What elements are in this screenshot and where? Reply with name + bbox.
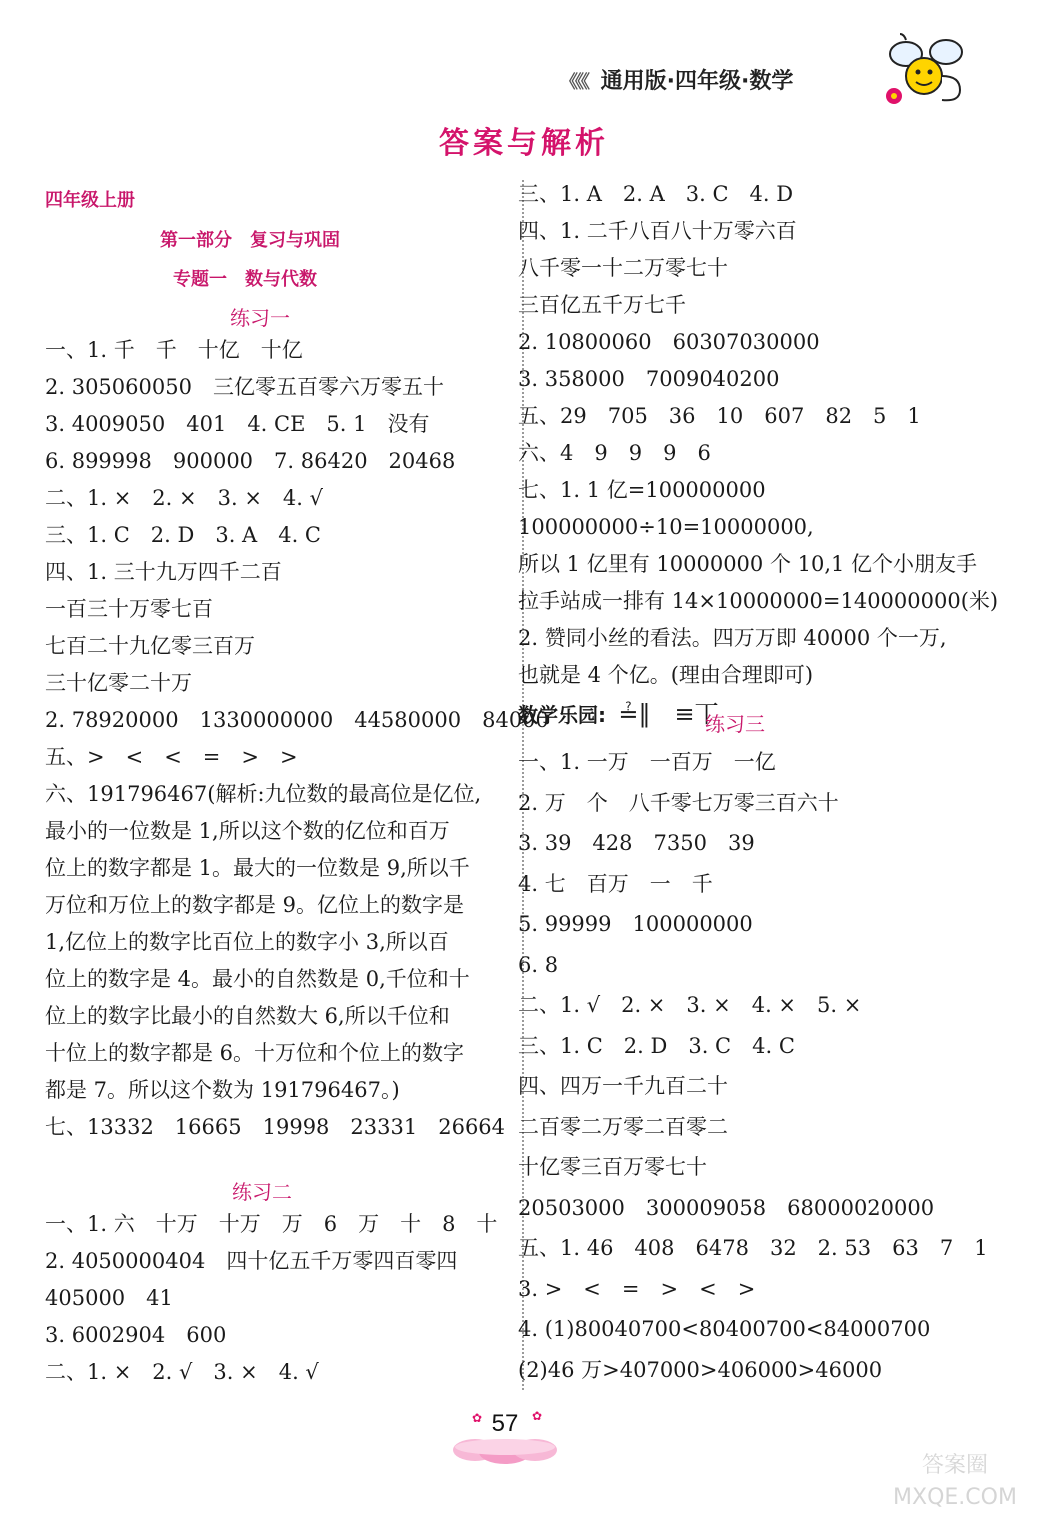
exercise-2-continued	[518, 176, 1048, 694]
answer-line: 四、1. 二千八百八十万零六百	[518, 219, 797, 243]
answer-line: 6. 8	[518, 952, 559, 977]
math-fun-row	[518, 694, 719, 729]
page-number: 57	[491, 1410, 519, 1437]
exercise-3-answers	[518, 742, 988, 1390]
answer-line: 二、1. × 2. × 3. × 4. √	[45, 486, 324, 510]
answer-line: 万位和万位上的数字都是 9。亿位上的数字是	[45, 893, 465, 917]
answer-line: 2. 万 个 八千零七万零三百六十	[518, 790, 839, 815]
watermark-text: 答案圈 MXQE.COM	[893, 1453, 1017, 1510]
answer-line: 位上的数字都是 1。最大的一位数是 9,所以千	[45, 856, 470, 880]
answer-line: 3. > < = > < >	[518, 1276, 756, 1301]
answer-line: 拉手站成一排有 14×10000000=140000000(米)	[518, 589, 999, 613]
exercise-3-title: 练习三	[705, 712, 765, 736]
answer-line: (2)46 万>407000>406000>46000	[518, 1357, 883, 1382]
watermark	[870, 1430, 1040, 1530]
answer-line: 五、1. 46 408 6478 32 2. 53 63 7 1	[518, 1236, 988, 1260]
svg-text:✿: ✿	[532, 1409, 543, 1423]
answer-line: 二、1. × 2. √ 3. × 4. √	[45, 1360, 319, 1384]
answer-line: 3. 6002904 600	[45, 1323, 227, 1347]
topic-heading: 专题一 数与代数	[173, 269, 317, 290]
svg-text:✿: ✿	[472, 1411, 483, 1425]
exercise-1-title: 练习一	[230, 306, 290, 330]
answer-line: 四、1. 三十九万四千二百	[45, 560, 282, 584]
answer-line: 6. 899998 900000 7. 86420 20468	[45, 449, 456, 473]
answer-line: 位上的数字比最小的自然数大 6,所以千位和	[45, 1004, 450, 1028]
answer-line: 3. 4009050 401 4. CE 5. 1 没有	[45, 412, 430, 436]
answer-line: 四、四万一千九百二十	[518, 1074, 728, 1098]
answer-line: 1,亿位上的数字比百位上的数字小 3,所以百	[45, 930, 449, 954]
answer-line: 所以 1 亿里有 10000000 个 10,1 亿个小朋友手	[518, 552, 978, 576]
header-band-text: 通用版·四年级·数学	[600, 69, 794, 94]
answer-line: 2. 10800060 60307030000	[518, 330, 820, 354]
answer-line: 七、1. 1 亿=100000000 100000000÷10=10000000,	[518, 478, 814, 539]
answer-line: 5. 99999 100000000	[518, 912, 753, 936]
answer-line: 一百三十万零七百	[45, 597, 213, 621]
answer-line: 三、1. A 2. A 3. C 4. D	[518, 182, 794, 206]
page-number-badge	[440, 1400, 570, 1470]
answer-line: 二百零二万零二百零二	[518, 1114, 728, 1139]
answer-line: 2. 305060050 三亿零五百零六万零五十	[45, 375, 444, 399]
answer-line: 405000 41	[45, 1286, 173, 1310]
answer-line: 六、4 9 9 9 6	[518, 441, 711, 465]
part-heading: 第一部分 复习与巩固	[160, 230, 340, 251]
answer-line: 4. (1)80040700<80400700<84000700	[518, 1317, 931, 1341]
answer-line: 一、1. 一万 一百万 一亿	[518, 750, 776, 774]
answer-line: 都是 7。所以这个数为 191796467。)	[45, 1078, 400, 1102]
answer-line: 三百亿五千万七千	[518, 293, 686, 317]
answer-line: 八千零一十二万零七十	[518, 256, 728, 280]
answer-line: 2. 赞同小丝的看法。四万万即 40000 个一万,	[518, 626, 947, 650]
answer-line: 3. 358000 7009040200	[518, 367, 780, 391]
bee-mascot-icon	[876, 32, 976, 112]
answer-line: 最小的一位数是 1,所以这个数的亿位和百万	[45, 819, 450, 843]
math-fun-label: 数学乐园:	[518, 703, 606, 727]
answer-line: 五、29 705 36 10 607 82 5 1	[518, 404, 921, 428]
header-chevrons: 《《《	[560, 72, 587, 93]
answer-line: 一、1. 千 千 十亿 十亿	[45, 338, 303, 362]
answer-line: 3. 39 428 7350 39	[518, 831, 755, 855]
answer-line: 五、> < < = > >	[45, 745, 298, 769]
answer-line: 三、1. C 2. D 3. C 4. C	[518, 1033, 795, 1058]
answer-line: 2. 4050000404 四十亿五千万零四百零四	[45, 1249, 458, 1273]
answer-line: 20503000 300009058 68000020000	[518, 1195, 935, 1220]
exercise-1-answers	[45, 332, 549, 1146]
answer-line: 4. 七 百万 一 千	[518, 871, 713, 896]
math-fun-value: ≟‖ ≡丅	[618, 700, 719, 728]
answer-line: 位上的数字是 4。最小的自然数是 0,千位和十	[45, 967, 470, 991]
exercise-2-answers	[45, 1206, 497, 1391]
answer-line: 七百二十九亿零三百万	[45, 634, 255, 658]
answer-line: 三十亿零二十万	[45, 671, 192, 695]
grade-heading: 四年级上册	[45, 190, 135, 211]
answer-line: 也就是 4 个亿。(理由合理即可)	[518, 663, 814, 687]
answer-line: 七、13332 16665 19998 23331 26664	[45, 1115, 506, 1139]
page-title: 答案与解析	[439, 126, 609, 161]
answer-line: 十位上的数字都是 6。十万位和个位上的数字	[45, 1041, 465, 1065]
answer-line: 二、1. √ 2. × 3. × 4. × 5. ×	[518, 993, 862, 1017]
answer-line: 2. 78920000 1330000000 44580000 84000	[45, 708, 549, 732]
answer-line: 一、1. 六 十万 十万 万 6 万 十 8 十	[45, 1212, 498, 1236]
answer-line: 十亿零三百万零七十	[518, 1155, 707, 1179]
answer-line: 三、1. C 2. D 3. A 4. C	[45, 523, 321, 547]
exercise-2-title: 练习二	[232, 1180, 292, 1204]
header-band	[560, 64, 793, 95]
answer-line: 六、191796467(解析:九位数的最高位是亿位,	[45, 782, 482, 806]
